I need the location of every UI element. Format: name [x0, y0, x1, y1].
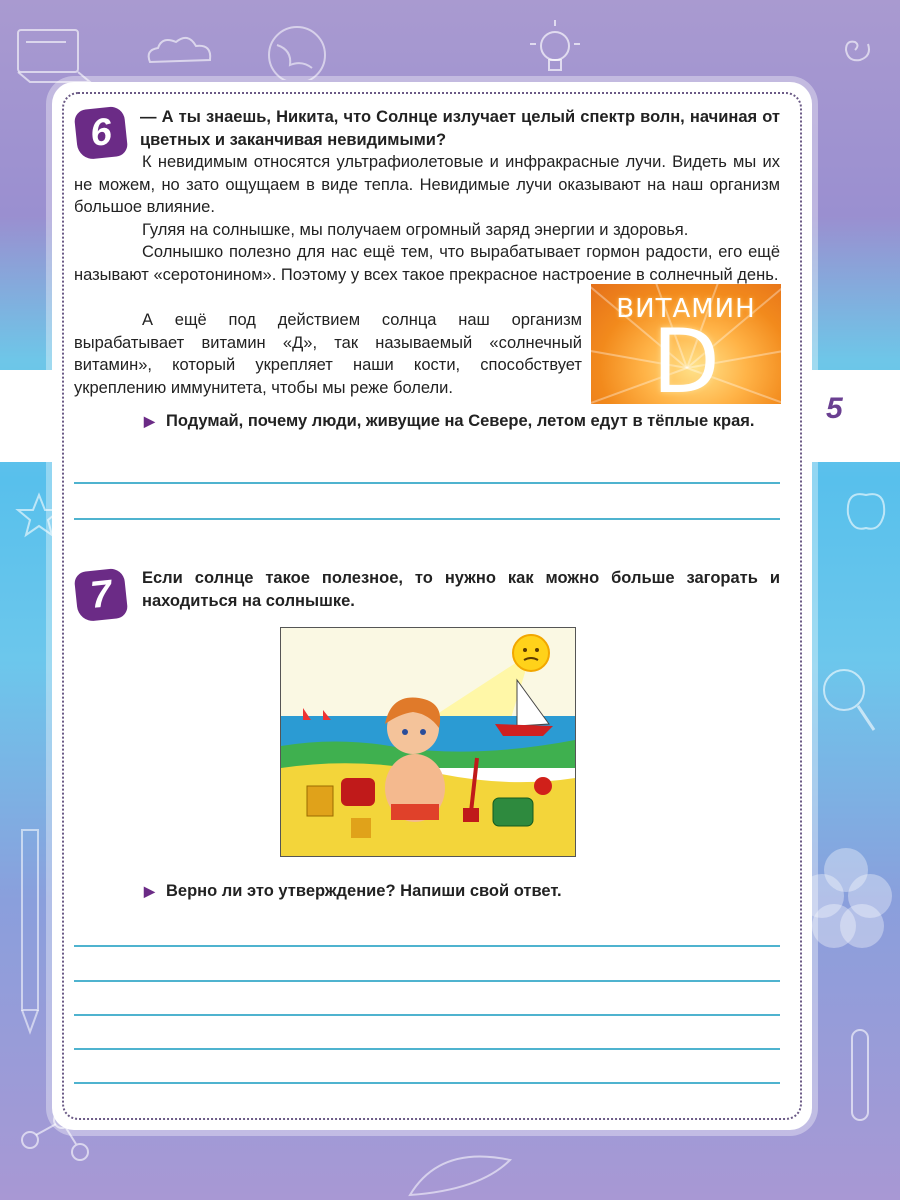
task-6-paragraph-2: Гуляя на солнышке, мы получаем огромный заряд энергии и здоровья. [142, 220, 689, 239]
answer-line-7-2[interactable] [74, 980, 780, 982]
task-6-intro-text: — А ты знаешь, Никита, что Солнце излучает целый спектр волн, начиная от цветных и заканчивая невидимыми? [140, 108, 780, 149]
task-6-paragraph-3: Солнышко полезно для нас ещё тем, что вырабатывает гормон радости, его ещё называют «серотонином». Поэтому у всех такое прекрасное настроение в солнечный день. [74, 243, 780, 284]
cloud-doodle-icon [140, 30, 220, 70]
page-number: 5 [826, 392, 843, 425]
globe-doodle-icon [262, 20, 332, 80]
triangle-right-icon: ▶ [144, 883, 155, 899]
task-7-question [144, 880, 784, 903]
task-6-intro [140, 106, 780, 151]
beach-illustration [280, 627, 576, 857]
task-6-question [144, 410, 784, 433]
answer-line-6-1[interactable] [74, 482, 780, 484]
vitamin-word: ВИТАМИН [616, 294, 756, 324]
task-7-question-text: Верно ли это утверждение? Напиши свой ответ. [166, 882, 562, 900]
task-7-statement-text: Если солнце такое полезное, то нужно как можно больше загорать и находиться на солнышке. [142, 569, 780, 610]
answer-line-7-1[interactable] [74, 945, 780, 947]
task-7-statement [142, 567, 780, 612]
answer-line-7-3[interactable] [74, 1014, 780, 1016]
task-6-badge: 6 [74, 106, 129, 161]
task-6-paragraph-1: К невидимым относятся ультрафиолетовые и инфракрасные лучи. Видеть мы их не можем, но зато ощущаем в виде тепла. Невидимые лучи оказывают на наш организм большое влияние. [74, 153, 780, 217]
spiral-doodle-icon [820, 20, 890, 80]
task-6-question-text: Подумай, почему люди, живущие на Севере, летом едут в тёплые края. [166, 412, 755, 430]
apple-doodle-icon [836, 480, 896, 540]
triangle-right-icon: ▶ [144, 413, 155, 429]
pencil-doodle-icon [10, 820, 50, 1040]
test-tube-doodle-icon [836, 1020, 886, 1140]
vitamin-d-image [591, 284, 781, 404]
answer-line-7-5[interactable] [74, 1082, 780, 1084]
magnifier-doodle-icon [814, 660, 884, 740]
task-6-body-top [74, 151, 780, 287]
lightbulb-doodle-icon [520, 14, 590, 84]
task-6-paragraph-4: А ещё под действием солнца наш организм вырабатывает витамин «Д», так называемый «солнечный витамин», который укрепляет наши кости, способствует укреплению иммунитета, чтобы мы реже болели. [74, 311, 582, 397]
task-6-body-side [74, 309, 582, 399]
answer-line-7-4[interactable] [74, 1048, 780, 1050]
book-doodle-icon [10, 20, 100, 90]
answer-line-6-2[interactable] [74, 518, 780, 520]
task-7-badge: 7 [74, 568, 129, 623]
vitamin-letter: D [652, 310, 720, 404]
leaf-doodle-icon [400, 1140, 520, 1200]
